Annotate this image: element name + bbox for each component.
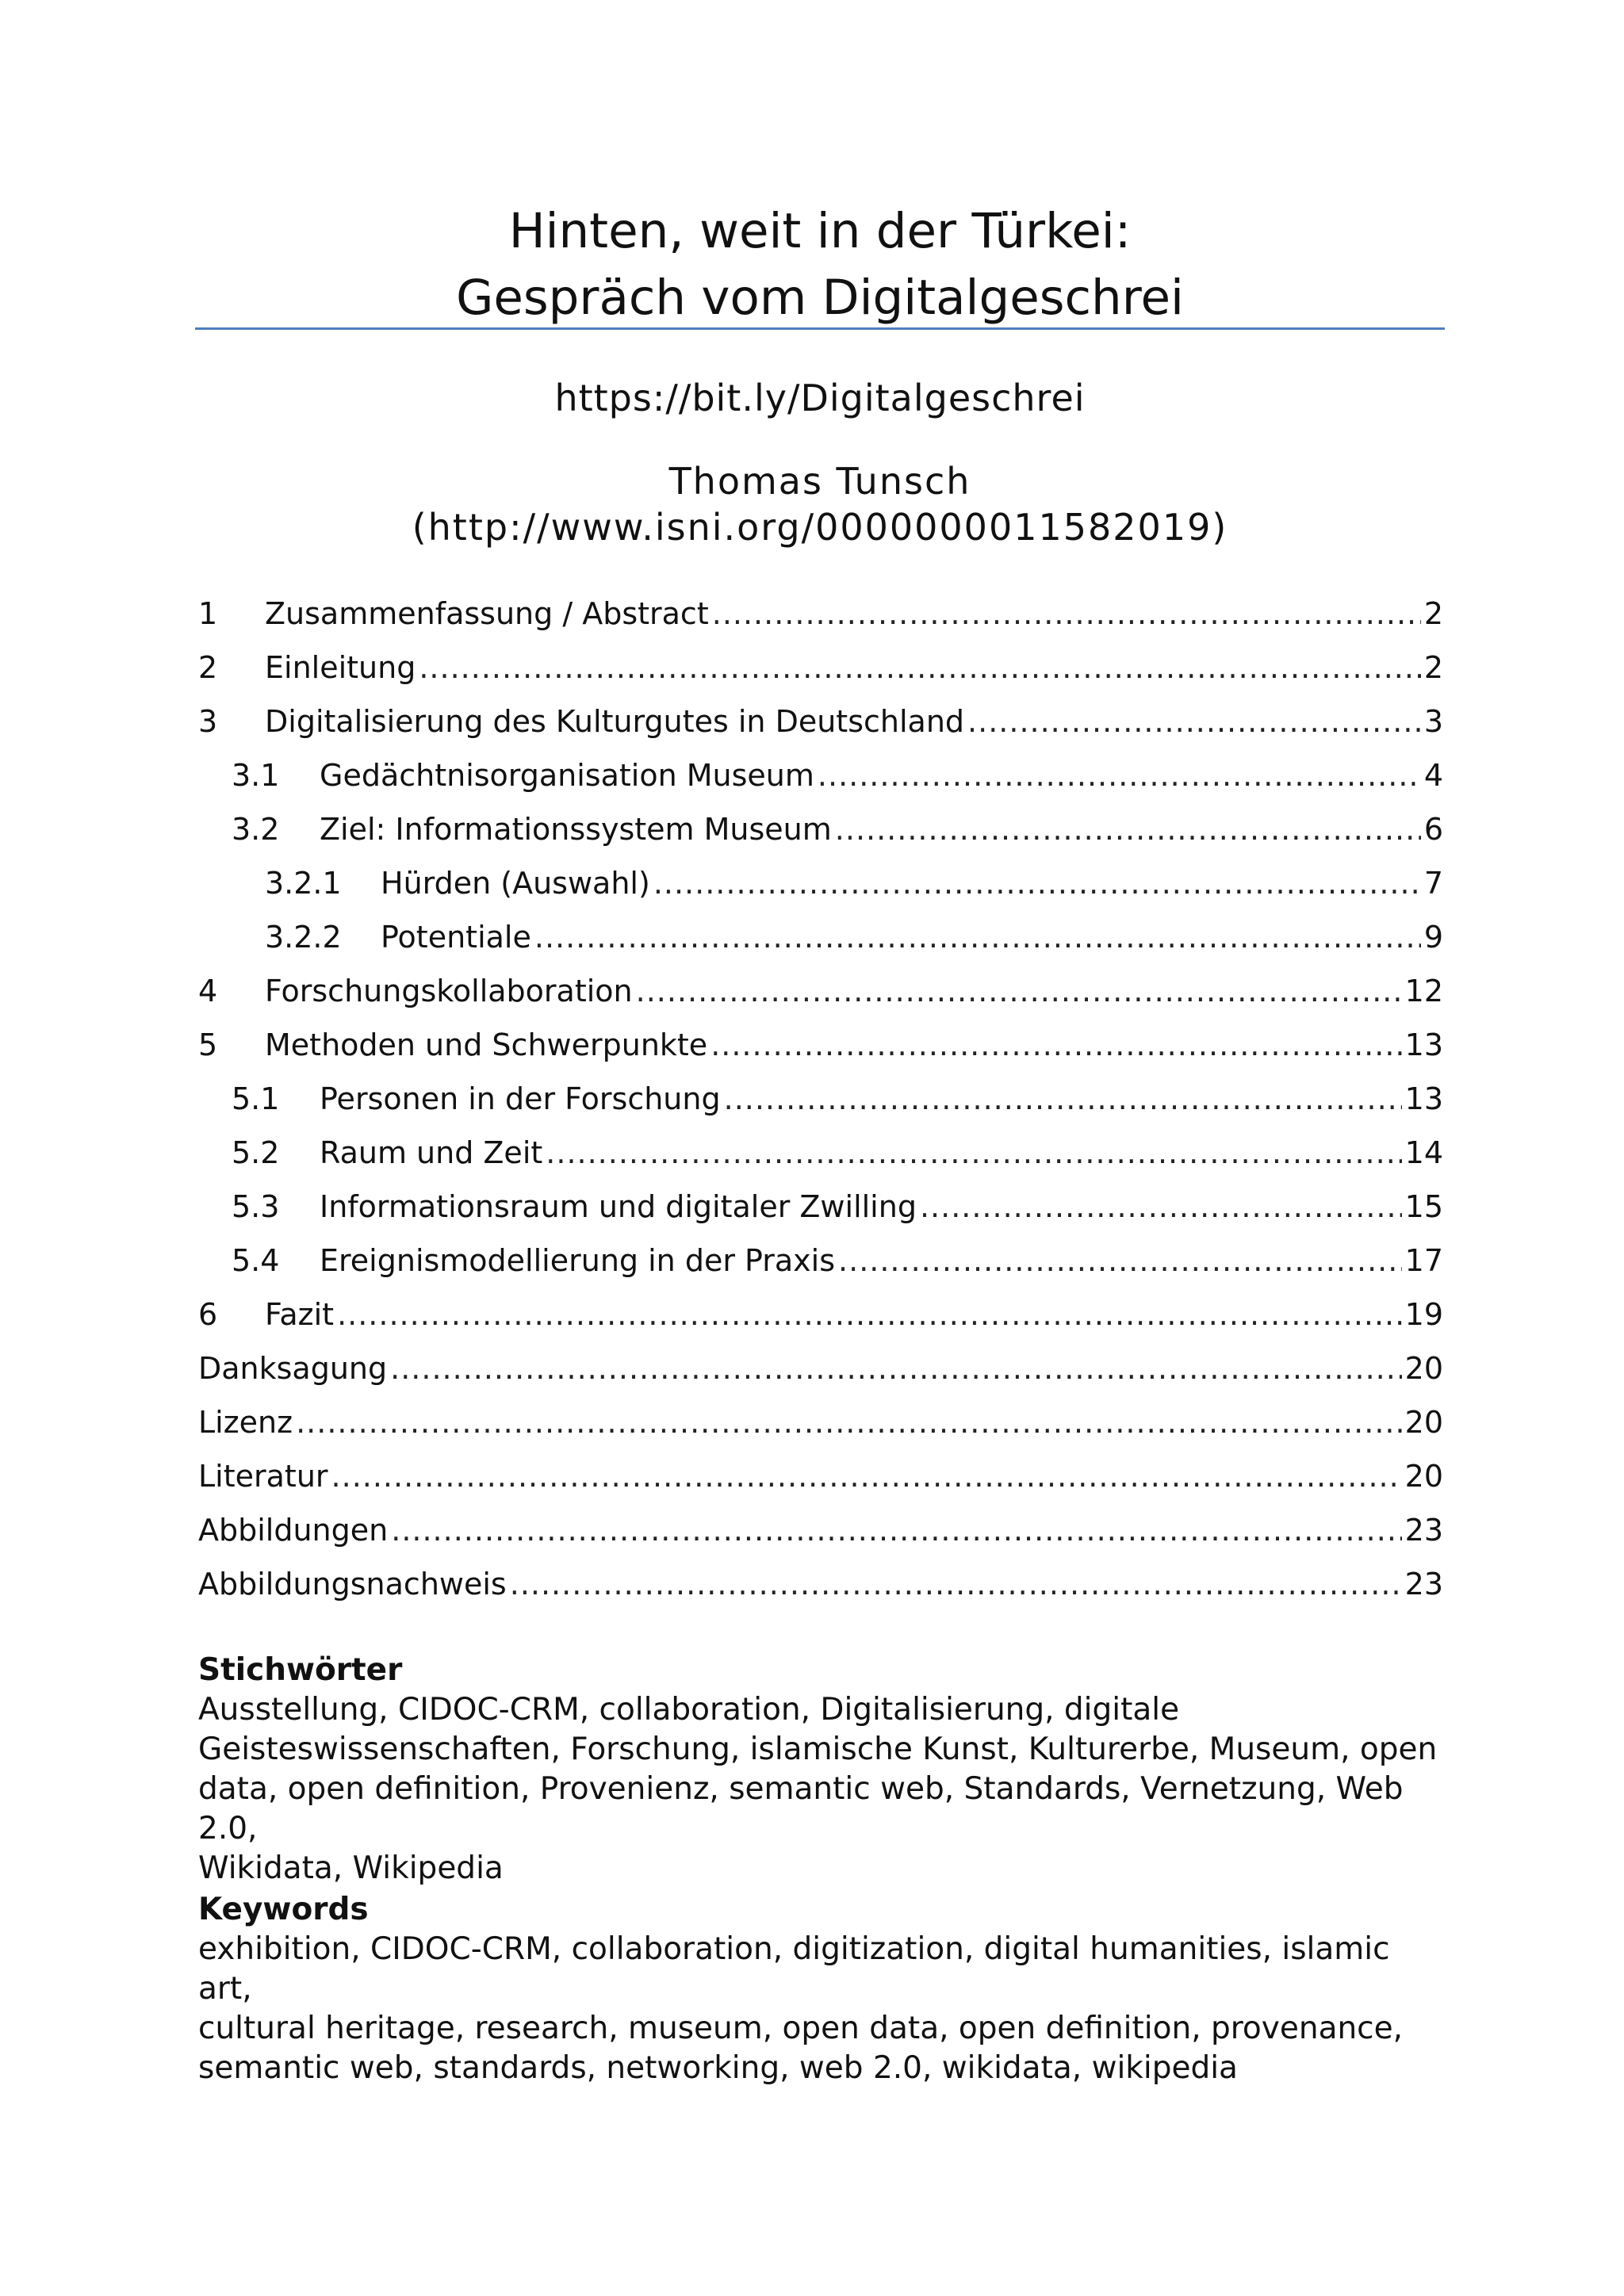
stichwoerter-line: Wikidata, Wikipedia bbox=[198, 1850, 504, 1886]
toc-entry[interactable] bbox=[198, 1180, 1443, 1234]
stichwoerter-heading: Stichwörter bbox=[198, 1652, 403, 1688]
toc-number: 4 bbox=[198, 974, 218, 1008]
author-block bbox=[195, 458, 1445, 550]
toc-entry[interactable] bbox=[198, 1557, 1443, 1611]
toc-page-number: 20 bbox=[1404, 1459, 1443, 1494]
toc-page-number: 23 bbox=[1404, 1513, 1443, 1548]
toc-number: 5 bbox=[198, 1027, 218, 1062]
toc-number: 3.2.1 bbox=[265, 866, 342, 901]
toc-entry[interactable] bbox=[198, 748, 1443, 802]
title-line-1: Hinten, weit in der Türkei: bbox=[508, 203, 1132, 259]
keywords-line: semantic web, standards, networking, web 2.0, wikidata, wikipedia bbox=[198, 2050, 1238, 2086]
toc-entry[interactable] bbox=[198, 802, 1443, 856]
toc-page-number: 4 bbox=[1423, 758, 1443, 793]
toc-leader-dots bbox=[712, 596, 1421, 631]
toc-page-number: 20 bbox=[1404, 1405, 1443, 1440]
toc-entry[interactable] bbox=[198, 1341, 1443, 1395]
toc-page-number: 13 bbox=[1404, 1081, 1443, 1116]
toc-page-number: 19 bbox=[1404, 1297, 1443, 1332]
keywords-heading: Keywords bbox=[198, 1892, 369, 1927]
toc-leader-dots bbox=[835, 812, 1421, 847]
toc-number: 3.2 bbox=[232, 812, 280, 847]
toc-title: Potentiale bbox=[381, 920, 531, 955]
document-title bbox=[195, 198, 1445, 331]
toc-title: Raum und Zeit bbox=[320, 1135, 543, 1170]
toc-number: 5.1 bbox=[232, 1081, 280, 1116]
toc-leader-dots bbox=[967, 704, 1421, 739]
toc-leader-dots bbox=[534, 920, 1421, 955]
title-divider bbox=[195, 327, 1445, 330]
toc-page-number: 2 bbox=[1423, 596, 1443, 631]
toc-title: Forschungskollaboration bbox=[265, 974, 633, 1008]
toc-title: Abbildungen bbox=[198, 1513, 389, 1548]
toc-page-number: 20 bbox=[1404, 1351, 1443, 1386]
toc-leader-dots bbox=[391, 1513, 1401, 1548]
toc-entry[interactable] bbox=[198, 1072, 1443, 1126]
stichwoerter-line: Geisteswissenschaften, Forschung, islamische Kunst, Kulturerbe, Museum, open bbox=[198, 1732, 1438, 1767]
toc-page-number: 12 bbox=[1404, 974, 1443, 1008]
toc-number: 1 bbox=[198, 596, 218, 631]
toc-number: 5.4 bbox=[232, 1243, 280, 1278]
toc-title: Fazit bbox=[265, 1297, 335, 1332]
stichwoerter-line: data, open definition, Provenienz, semantic web, Standards, Vernetzung, Web 2.0, bbox=[198, 1771, 1404, 1846]
toc-leader-dots bbox=[546, 1135, 1401, 1170]
toc-leader-dots bbox=[510, 1567, 1402, 1601]
toc-title: Hürden (Auswahl) bbox=[381, 866, 650, 901]
keywords-line: cultural heritage, research, museum, open data, open definition, provenance, bbox=[198, 2011, 1404, 2046]
document-url[interactable]: https://bit.ly/Digitalgeschrei bbox=[554, 377, 1086, 419]
toc-entry[interactable] bbox=[198, 1288, 1443, 1341]
toc-number: 5.2 bbox=[232, 1135, 280, 1170]
toc-title: Ziel: Informationssystem Museum bbox=[320, 812, 832, 847]
toc-page-number: 14 bbox=[1404, 1135, 1443, 1170]
toc-page-number: 23 bbox=[1404, 1567, 1443, 1601]
toc-number: 3 bbox=[198, 704, 218, 739]
toc-number: 3.2.2 bbox=[265, 920, 342, 955]
toc-page-number: 2 bbox=[1423, 650, 1443, 685]
toc-entry[interactable] bbox=[198, 1449, 1443, 1503]
toc-page-number: 15 bbox=[1404, 1189, 1443, 1224]
toc-leader-dots bbox=[710, 1027, 1401, 1062]
toc-entry[interactable] bbox=[198, 910, 1443, 964]
toc-leader-dots bbox=[337, 1297, 1402, 1332]
table-of-contents bbox=[198, 587, 1443, 1611]
toc-entry[interactable] bbox=[198, 695, 1443, 748]
toc-number: 2 bbox=[198, 650, 218, 685]
stichwoerter-section bbox=[198, 1651, 1443, 1888]
toc-title: Einleitung bbox=[265, 650, 416, 685]
toc-page-number: 7 bbox=[1423, 866, 1443, 901]
toc-entry[interactable] bbox=[198, 856, 1443, 910]
toc-entry[interactable] bbox=[198, 1395, 1443, 1449]
toc-entry[interactable] bbox=[198, 1503, 1443, 1557]
keywords-section bbox=[198, 1890, 1443, 2088]
toc-title: Methoden und Schwerpunkte bbox=[265, 1027, 708, 1062]
toc-leader-dots bbox=[818, 758, 1421, 793]
author-name: Thomas Tunsch bbox=[668, 460, 971, 503]
toc-entry[interactable] bbox=[198, 1018, 1443, 1072]
toc-title: Gedächtnisorganisation Museum bbox=[320, 758, 814, 793]
toc-leader-dots bbox=[920, 1189, 1402, 1224]
toc-title: Danksagung bbox=[198, 1351, 388, 1386]
toc-number: 6 bbox=[198, 1297, 218, 1332]
toc-entry[interactable] bbox=[198, 1234, 1443, 1288]
toc-title: Informationsraum und digitaler Zwilling bbox=[320, 1189, 917, 1224]
toc-title: Personen in der Forschung bbox=[320, 1081, 721, 1116]
toc-leader-dots bbox=[296, 1405, 1402, 1440]
toc-title: Zusammenfassung / Abstract bbox=[265, 596, 709, 631]
keywords-line: exhibition, CIDOC-CRM, collaboration, digitization, digital humanities, islamic art, bbox=[198, 1931, 1390, 2007]
author-isni[interactable]: (http://www.isni.org/0000000011582019) bbox=[412, 506, 1228, 549]
toc-title: Ereignismodellierung in der Praxis bbox=[320, 1243, 836, 1278]
toc-leader-dots bbox=[653, 866, 1421, 901]
toc-title: Abbildungsnachweis bbox=[198, 1567, 507, 1601]
toc-number: 5.3 bbox=[232, 1189, 280, 1224]
toc-entry[interactable] bbox=[198, 964, 1443, 1018]
toc-leader-dots bbox=[390, 1351, 1402, 1386]
toc-title: Lizenz bbox=[198, 1405, 293, 1440]
toc-leader-dots bbox=[419, 650, 1420, 685]
toc-title: Digitalisierung des Kulturgutes in Deutschland bbox=[265, 704, 965, 739]
toc-page-number: 6 bbox=[1423, 812, 1443, 847]
toc-leader-dots bbox=[724, 1081, 1402, 1116]
toc-entry[interactable] bbox=[198, 587, 1443, 641]
toc-leader-dots bbox=[636, 974, 1402, 1008]
toc-page-number: 13 bbox=[1404, 1027, 1443, 1062]
toc-page-number: 3 bbox=[1423, 704, 1443, 739]
toc-entry[interactable] bbox=[198, 641, 1443, 695]
stichwoerter-line: Ausstellung, CIDOC-CRM, collaboration, Digitalisierung, digitale bbox=[198, 1692, 1180, 1728]
toc-title: Literatur bbox=[198, 1459, 328, 1494]
toc-number: 3.1 bbox=[232, 758, 280, 793]
toc-leader-dots bbox=[331, 1459, 1402, 1494]
toc-page-number: 9 bbox=[1423, 920, 1443, 955]
toc-entry[interactable] bbox=[198, 1126, 1443, 1180]
toc-leader-dots bbox=[838, 1243, 1402, 1278]
title-line-2: Gespräch vom Digitalgeschrei bbox=[456, 270, 1184, 326]
toc-page-number: 17 bbox=[1404, 1243, 1443, 1278]
